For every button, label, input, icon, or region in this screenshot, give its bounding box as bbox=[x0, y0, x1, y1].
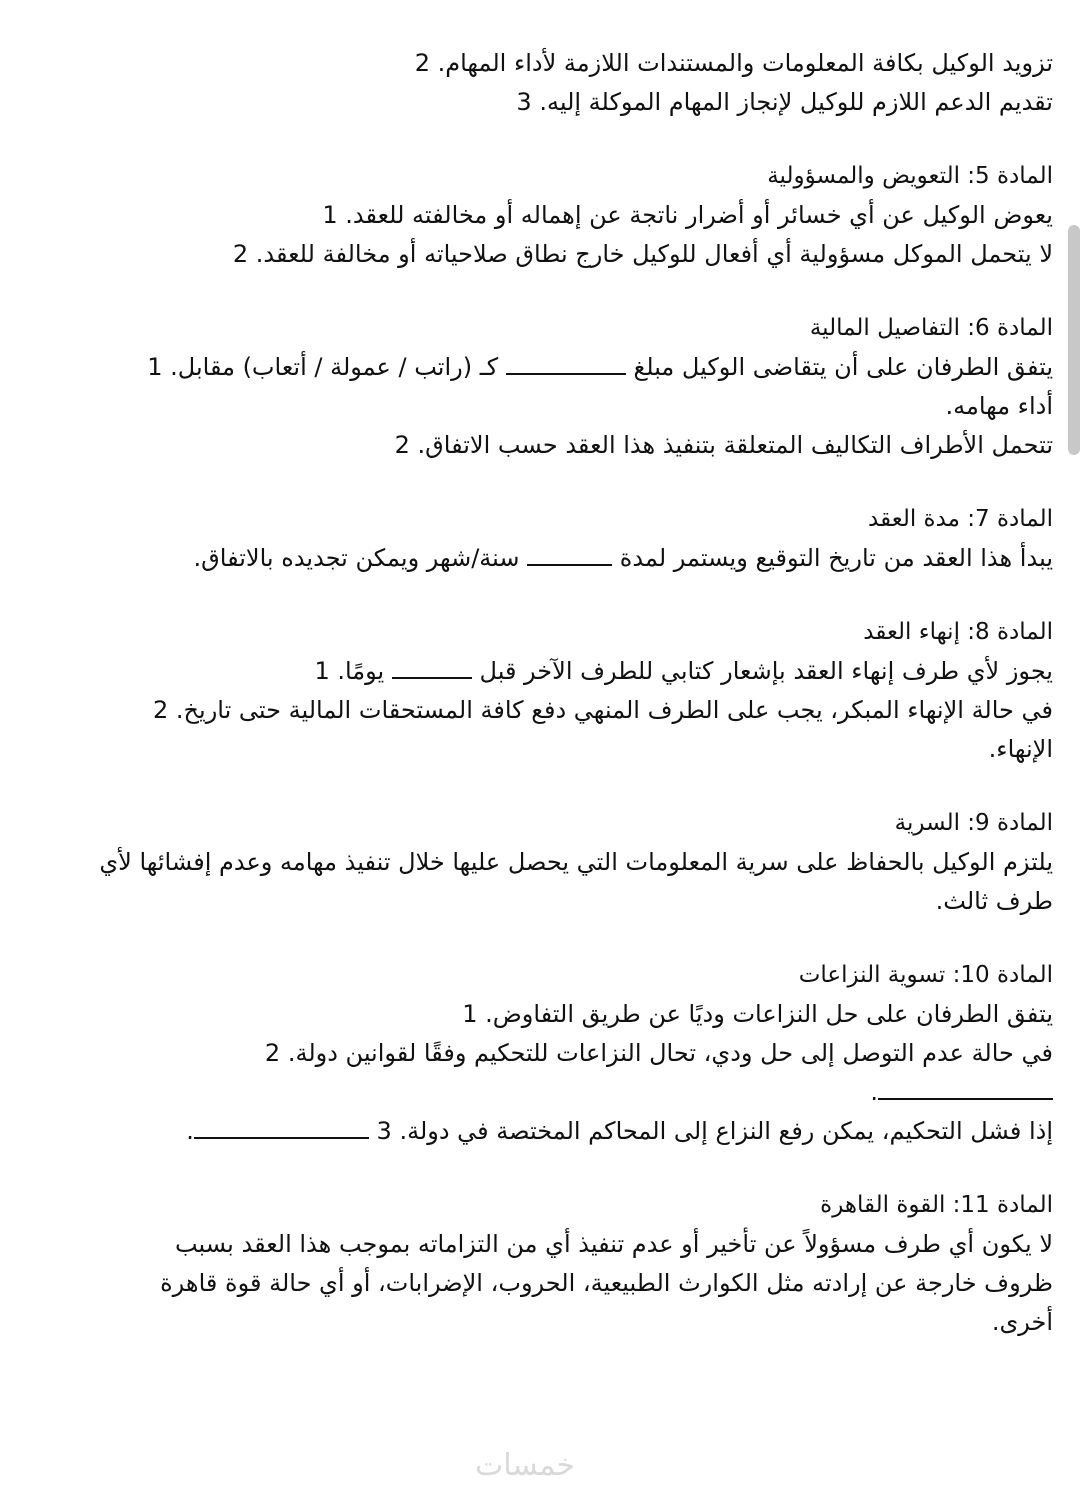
list-item: لا يتحمل الموكل مسؤولية أي أفعال للوكيل خارج نطاق صلاحياته أو مخالفة للعقد. 2 bbox=[232, 240, 1053, 268]
list-item: يعوض الوكيل عن أي خسائر أو أضرار ناتجة عن إهماله أو مخالفته للعقد. 1 bbox=[322, 201, 1053, 229]
article-6-title: المادة 6: التفاصيل المالية bbox=[809, 315, 1053, 341]
list-item: إذا فشل التحكيم، يمكن رفع النزاع إلى المحاكم المختصة في دولة. 3 . bbox=[186, 1117, 1053, 1145]
list-item: يتفق الطرفان على حل النزاعات وديًا عن طريق التفاوض. 1 bbox=[462, 1000, 1053, 1028]
paragraph-continuation: طرف ثالث. bbox=[935, 887, 1053, 915]
list-item: في حالة الإنهاء المبكر، يجب على الطرف المنهي دفع كافة المستحقات المالية حتى تاريخ. 2 bbox=[153, 696, 1053, 724]
days-blank bbox=[392, 676, 472, 679]
list-item: في حالة عدم التوصل إلى حل ودي، تحال النزاعات للتحكيم وفقًا لقوانين دولة. 2 bbox=[264, 1039, 1053, 1067]
paragraph: لا يكون أي طرف مسؤولاً عن تأخير أو عدم تنفيذ أي من التزاماته بموجب هذا العقد بسبب bbox=[174, 1230, 1053, 1258]
paragraph-continuation: أخرى. bbox=[991, 1308, 1053, 1336]
article-9-title: المادة 9: السرية bbox=[894, 810, 1053, 836]
country-blank bbox=[878, 1097, 1053, 1100]
article-7-title: المادة 7: مدة العقد bbox=[868, 506, 1053, 532]
contract-document bbox=[88, 44, 1053, 1342]
article-10-title: المادة 10: تسوية النزاعات bbox=[798, 962, 1053, 988]
article-6-item1-start: يتفق الطرفان على أن يتقاضى الوكيل مبلغ bbox=[633, 353, 1053, 381]
article-8-item1-end: يومًا. 1 bbox=[314, 657, 385, 685]
list-item: تتحمل الأطراف التكاليف المتعلقة بتنفيذ هذا العقد حسب الاتفاق. 2 bbox=[394, 431, 1053, 459]
list-item-continuation: الإنهاء. bbox=[988, 735, 1053, 763]
article-8-item1-start: يجوز لأي طرف إنهاء العقد بإشعار كتابي للطرف الآخر قبل bbox=[479, 657, 1053, 685]
paragraph bbox=[88, 539, 1053, 578]
article-11-title: المادة 11: القوة القاهرة bbox=[820, 1192, 1053, 1218]
list-item-continuation: . bbox=[88, 1073, 1053, 1112]
list-item: تزويد الوكيل بكافة المعلومات والمستندات اللازمة لأداء المهام. 2 bbox=[414, 49, 1053, 77]
article-10-item3: إذا فشل التحكيم، يمكن رفع النزاع إلى المحاكم المختصة في دولة. 3 bbox=[376, 1117, 1053, 1145]
duration-blank bbox=[527, 563, 612, 566]
article-8-title: المادة 8: إنهاء العقد bbox=[863, 619, 1053, 645]
article-7-end: سنة/شهر ويمكن تجديده بالاتفاق. bbox=[193, 544, 520, 572]
list-item bbox=[88, 652, 1053, 691]
watermark: خمسات bbox=[475, 1448, 576, 1483]
court-country-blank bbox=[194, 1136, 369, 1139]
article-5-title: المادة 5: التعويض والمسؤولية bbox=[767, 163, 1053, 189]
article-7-start: يبدأ هذا العقد من تاريخ التوقيع ويستمر لمدة bbox=[619, 544, 1053, 572]
amount-blank bbox=[506, 372, 626, 375]
scrollbar-thumb[interactable] bbox=[1068, 225, 1080, 455]
paragraph: ظروف خارجة عن إرادته مثل الكوارث الطبيعية، الحروب، الإضرابات، أو أي حالة قوة قاهرة bbox=[160, 1269, 1053, 1297]
list-item bbox=[88, 348, 1053, 387]
article-6-item1-end: كـ (راتب / عمولة / أتعاب) مقابل. 1 bbox=[147, 353, 499, 381]
list-item: تقديم الدعم اللازم للوكيل لإنجاز المهام الموكلة إليه. 3 bbox=[516, 88, 1053, 116]
list-item-continuation: أداء مهامه. bbox=[945, 392, 1053, 420]
paragraph: يلتزم الوكيل بالحفاظ على سرية المعلومات التي يحصل عليها خلال تنفيذ مهامه وعدم إفشائها لأي bbox=[99, 848, 1053, 876]
